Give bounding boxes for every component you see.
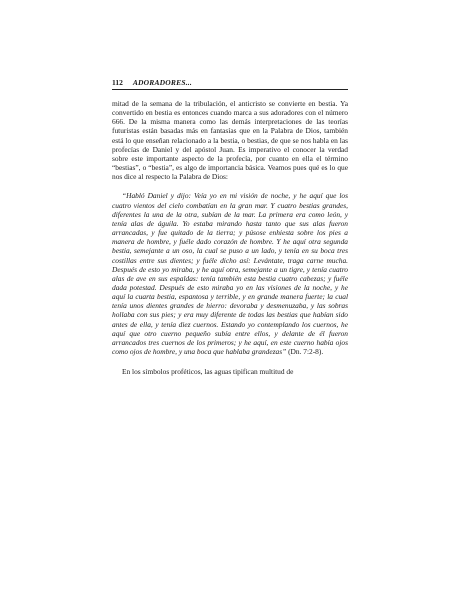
scripture-quote: [112, 191, 348, 356]
body-paragraph-continued: En los símbolos proféticos, las aguas tipifican multitud de: [122, 367, 294, 377]
page-number: 112: [112, 78, 123, 87]
quote-reference: (Dn. 7:2-8).: [286, 347, 324, 357]
running-title: ADORADORES...: [132, 78, 192, 87]
body-paragraph: mitad de la semana de la tribulación, el anticristo se convierte en bestia. Ya convertido en bestia es entonces cuando marca a sus adoradores con el número 666. De la misma manera como las demás interpretaciones de las teorías futuristas están basadas más en fantasías que en la Palabra de Dios, también está lo que enseñan relacionado a la bestia, o bestias, de que se nos habla en las profecías de Daniel y del apóstol Juan. Es imperativo el conocer la verdad sobre este importante aspecto de la profecía, por cuanto en ella el término “bestias”, o “bestia”, es algo de importancia básica. Veamos pues qué es lo que nos dice al respecto la Palabra de Dios:: [112, 99, 348, 182]
quote-text: “Habló Daniel y dijo: Veía yo en mi visión de noche, y he aquí que los cuatro vientos del cielo combatían en la gran mar. Y cuatro bestias grandes, diferentes la una de la otra, subían de la mar. La primera era como león, y tenía alas de águila. Yo estaba mirando hasta tanto que sus alas fueron arrancadas, y fue quitado de la tierra; y púsose enhiesta sobre los pies a manera de hombre, y fuéle dado corazón de hombre. Y he aquí otra segunda bestia, semejante a un oso, la cual se puso a un lado, y tenía en su boca tres costillas entre sus dientes; y fuéle dicho así: Levántate, traga carne mucha. Después de esto yo miraba, y he aquí otra, semejante a un tigre, y tenía cuatro alas de ave en sus espaldas: tenía también esta bestia cuatro cabezas; y fuéle dada potestad. Después de esto miraba yo en las visiones de la noche, y he aquí la cuarta bestia, espantosa y terrible, y en grande manera fuerte; la cual tenía unos dientes grandes de hierro: devoraba y desmenuzaba, y las sobras hollaba con sus pies; y era muy diferente de todas las bestias que habían sido antes de ella, y tenía diez cuernos. Estando yo contemplando los cuernos, he aquí que otro cuerno pequeño subía entre ellos, y delante de él fueron arrancados tres cuernos de los primeros; y he aquí, en este cuerno había ojos como ojos de hombre, y una boca que hablaba grandezas”: [112, 191, 348, 357]
running-header: [112, 78, 348, 90]
book-page: [112, 78, 348, 376]
